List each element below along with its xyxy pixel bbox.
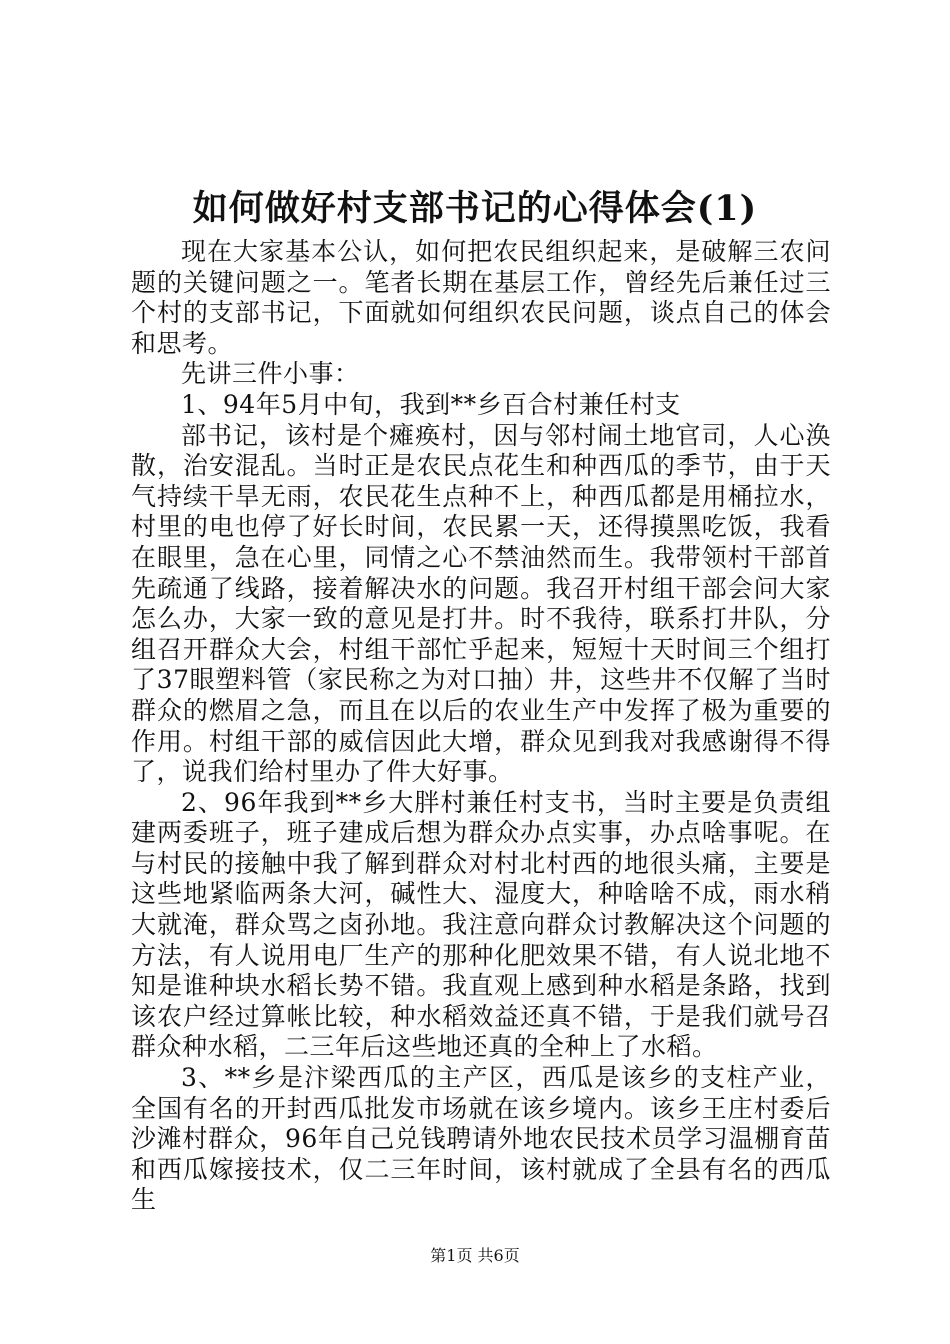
document-title: 如何做好村支部书记的心得体会(1) [192, 188, 758, 229]
paragraph-story-3: 3、**乡是汴梁西瓜的主产区，西瓜是该乡的支柱产业，全国有名的开封西瓜批发市场就在该乡境内。该乡王庄村委后沙滩村群众，96年自己兑钱聘请外地农民技术员学习温棚育苗和西瓜嫁接技术，仅二三年时间，该村就成了全县有名的西瓜生 [131, 1063, 831, 1215]
paragraph-story-2: 2、96年我到**乡大胖村兼任村支书，当时主要是负责组建两委班子，班子建成后想为群众办点实事，办点啥事呢。在与村民的接触中我了解到群众对村北村西的地很头痛，主要是这些地紧临两条大河，碱性大、湿度大，种啥啥不成，雨水稍大就淹，群众骂之卤孙地。我注意向群众讨教解决这个问题的方法，有人说用电厂生产的那种化肥效果不错，有人说北地不知是谁种块水稻长势不错。我直观上感到种水稻是条路，找到该农户经过算帐比较，种水稻效益还真不错，于是我们就号召群众种水稻，二三年后这些地还真的全种上了水稻。 [131, 787, 831, 1062]
paragraph-intro: 现在大家基本公认，如何把农民组织起来，是破解三农问题的关键问题之一。笔者长期在基层工作，曾经先后兼任过三个村的支部书记，下面就如何组织农民问题，谈点自己的体会和思考。 [131, 237, 831, 358]
paragraph-story-1-heading: 1、94年5月中旬，我到**乡百合村兼任村支 [181, 389, 681, 419]
page-footer: 第1页 共6页 [430, 1246, 520, 1265]
paragraph-lead-in: 先讲三件小事： [181, 359, 360, 389]
document-body [131, 237, 831, 1216]
paragraph-story-1-body: 部书记，该村是个瘫痪村，因与邻村闹土地官司，人心涣散，治安混乱。当时正是农民点花生和种西瓜的季节，由于天气持续干旱无雨，农民花生点种不上，种西瓜都是用桶拉水，村里的电也停了好长时间，农民累一天，还得摸黑吃饭，我看在眼里，急在心里，同情之心不禁油然而生。我带领村干部首先疏通了线路，接着解决水的问题。我召开村组干部会问大家怎么办，大家一致的意见是打井。时不我待，联系打井队，分组召开群众大会，村组干部忙乎起来，短短十天时间三个组打了37眼塑料管（家民称之为对口抽）井，这些井不仅解了当时群众的燃眉之急，而且在以后的农业生产中发挥了极为重要的作用。村组干部的威信因此大增，群众见到我对我感谢得不得了，说我们给村里办了件大好事。 [131, 420, 831, 787]
